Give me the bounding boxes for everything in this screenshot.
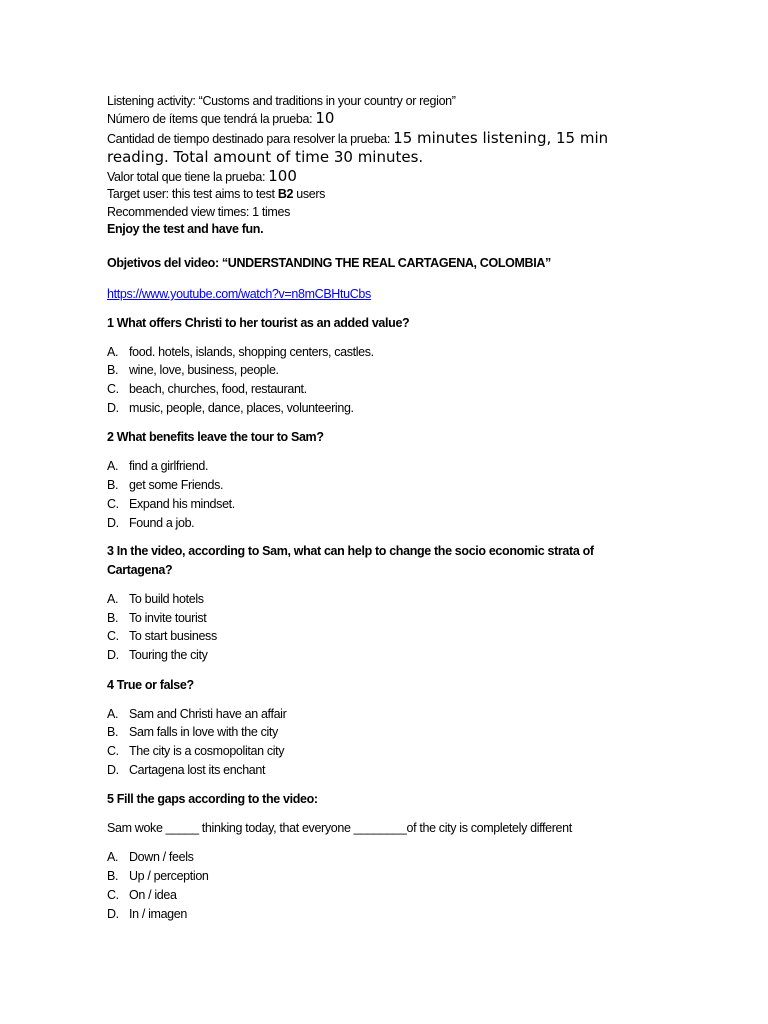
- q2-option-b: [107, 477, 223, 493]
- q1-option-b: [107, 362, 279, 378]
- time-value-line1: 15 minutes listening, 15 min: [393, 129, 609, 147]
- gap-sentence: Sam woke _____ thinking today, that everyone ________of the city is completely different: [107, 821, 572, 835]
- q4-option-a: [107, 706, 286, 722]
- option-letter: A.: [107, 850, 119, 864]
- option-letter: A.: [107, 592, 119, 606]
- option-letter: D.: [107, 648, 119, 662]
- q3-option-b: [107, 610, 206, 626]
- q3-option-a: [107, 591, 204, 607]
- option-letter: B.: [107, 725, 119, 739]
- target-suffix: users: [293, 187, 326, 201]
- option-text: On / idea: [129, 888, 177, 902]
- activity-title: Listening activity: “Customs and traditions in your country or region”: [107, 94, 456, 108]
- q5-option-c: [107, 887, 177, 903]
- q4-option-b: [107, 724, 278, 740]
- video-link-line: [107, 286, 371, 302]
- option-letter: B.: [107, 869, 119, 883]
- items-label: Número de ítems que tendrá la prueba:: [107, 112, 316, 126]
- total-label: Valor total que tiene la prueba:: [107, 170, 269, 184]
- q3-option-d: [107, 647, 207, 663]
- option-letter: A.: [107, 707, 119, 721]
- q2-option-c: [107, 496, 235, 512]
- option-text: Expand his mindset.: [129, 497, 235, 511]
- option-text: find a girlfriend.: [129, 459, 209, 473]
- q4-option-d: [107, 762, 265, 778]
- option-text: music, people, dance, places, volunteering.: [129, 401, 354, 415]
- option-letter: D.: [107, 401, 119, 415]
- q2-option-a: [107, 458, 208, 474]
- option-text: The city is a cosmopolitan city: [129, 744, 285, 758]
- total-value: 100: [268, 167, 297, 185]
- option-text: To build hotels: [129, 592, 204, 606]
- option-text: Cartagena lost its enchant: [129, 763, 266, 777]
- q5-option-a: [107, 849, 194, 865]
- views-line: Recommended view times: 1 times: [107, 205, 290, 219]
- items-value: 10: [315, 109, 335, 127]
- option-text: Sam and Christi have an affair: [129, 707, 287, 721]
- option-letter: C.: [107, 382, 119, 396]
- option-text: Touring the city: [129, 648, 208, 662]
- time-value-line2: reading. Total amount of time 30 minutes.: [107, 148, 424, 166]
- option-letter: D.: [107, 516, 119, 530]
- option-letter: B.: [107, 478, 119, 492]
- option-text: Up / perception: [129, 869, 209, 883]
- enjoy-line: Enjoy the test and have fun.: [107, 222, 264, 236]
- option-text: To start business: [129, 629, 217, 643]
- option-letter: C.: [107, 744, 119, 758]
- total-line: [107, 168, 297, 185]
- target-level: B2: [277, 187, 294, 201]
- option-letter: B.: [107, 611, 119, 625]
- option-text: Found a job.: [129, 516, 195, 530]
- option-text: wine, love, business, people.: [129, 363, 279, 377]
- time-label: Cantidad de tiempo destinado para resolver la prueba:: [107, 132, 394, 146]
- question-2: 2 What benefits leave the tour to Sam?: [107, 430, 324, 444]
- target-line: [107, 186, 325, 202]
- items-line: [107, 110, 334, 127]
- option-letter: C.: [107, 497, 119, 511]
- option-letter: D.: [107, 763, 119, 777]
- option-text: To invite tourist: [129, 611, 207, 625]
- option-text: In / imagen: [129, 907, 187, 921]
- option-letter: A.: [107, 345, 119, 359]
- video-objectives: Objetivos del video: “UNDERSTANDING THE REAL CARTAGENA, COLOMBIA”: [107, 256, 551, 270]
- question-4: 4 True or false?: [107, 678, 194, 692]
- time-line: [107, 130, 608, 147]
- video-link[interactable]: https://www.youtube.com/watch?v=n8mCBHtuCbs: [107, 287, 371, 301]
- option-letter: A.: [107, 459, 119, 473]
- q3-option-c: [107, 628, 217, 644]
- q1-option-a: [107, 344, 374, 360]
- q1-option-d: [107, 400, 354, 416]
- question-1: 1 What offers Christi to her tourist as an added value?: [107, 316, 410, 330]
- q2-option-d: [107, 515, 194, 531]
- q5-option-d: [107, 906, 187, 922]
- option-text: beach, churches, food, restaurant.: [129, 382, 307, 396]
- option-text: food. hotels, islands, shopping centers, castles.: [129, 345, 374, 359]
- target-prefix: Target user: this test aims to test: [107, 187, 278, 201]
- option-text: Down / feels: [129, 850, 194, 864]
- option-letter: C.: [107, 888, 119, 902]
- q1-option-c: [107, 381, 307, 397]
- q4-option-c: [107, 743, 284, 759]
- question-3-line1: 3 In the video, according to Sam, what can help to change the socio economic strata of: [107, 544, 594, 558]
- option-text: get some Friends.: [129, 478, 224, 492]
- question-5: 5 Fill the gaps according to the video:: [107, 792, 318, 806]
- option-letter: D.: [107, 907, 119, 921]
- option-letter: B.: [107, 363, 119, 377]
- question-3-line2: Cartagena?: [107, 563, 173, 577]
- option-text: Sam falls in love with the city: [129, 725, 278, 739]
- option-letter: C.: [107, 629, 119, 643]
- q5-option-b: [107, 868, 209, 884]
